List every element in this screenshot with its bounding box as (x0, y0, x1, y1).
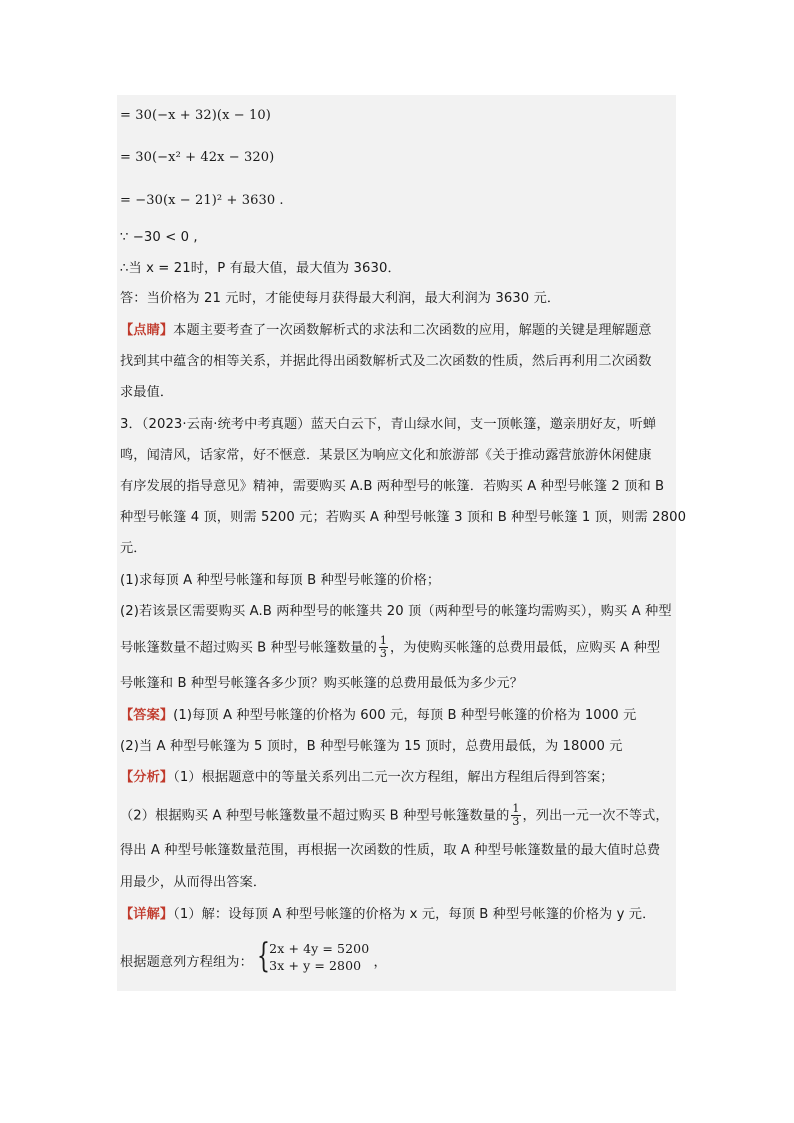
sub-question-2-line-2 (120, 635, 660, 660)
system-label: 根据题意列方程组为： (120, 955, 253, 970)
equation-line-1: = 30(−x + 32)(x − 10) (120, 108, 271, 123)
fenxi-line-2 (120, 803, 669, 828)
question-3-line-5: 元． (120, 541, 147, 556)
fenxi-tag: 【分析】 (120, 770, 174, 785)
question-3-line-3: 有序发展的指导意见》精神，需要购买 A.B 两种型号的帐篷．若购买 A 种型号帐篷 2 顶和 B (120, 479, 665, 494)
fraction-one-third-analysis (511, 803, 520, 828)
dianjing-line-1 (120, 321, 652, 341)
dianjing-text-1: 本题主要考查了一次函数解析式的求法和二次函数的应用，解题的关键是理解题意 (173, 323, 652, 338)
question-3-line-4: 种型号帐篷 4 顶，则需 5200 元；若购买 A 种型号帐篷 3 顶和 B 种型号帐篷 1 顶，则需 2800 (120, 510, 687, 525)
dianjing-line-3: 求最值． (120, 385, 174, 400)
fenxi-line-4: 用最少，从而得出答案． (120, 875, 267, 890)
xiangjie-line-1 (120, 905, 655, 925)
fenxi-line-1 (120, 768, 614, 788)
answer-line: 答：当价格为 21 元时，才能使每月获得最大利润，最大利润为 3630 元． (120, 291, 561, 306)
xiangjie-tag: 【详解】 (120, 907, 174, 922)
fraction-numerator: 1 (512, 802, 520, 815)
equation-line-2: = 30(−x² + 42x − 320) (120, 150, 275, 165)
sub-question-2-text-a: 号帐篷数量不超过购买 B 种型号帐篷数量的 (120, 640, 377, 656)
dianjing-tag: 【点睛】 (120, 323, 174, 338)
fenxi-line-3: 得出 A 种型号帐篷数量范围，再根据一次函数的性质，取 A 种型号帐篷数量的最大值时总费 (120, 843, 661, 858)
equation-system-line (120, 936, 387, 984)
fraction-numerator: 1 (379, 634, 388, 647)
fraction-denominator: 3 (512, 815, 520, 828)
xiangjie-text-1: （1）解：设每顶 A 种型号帐篷的价格为 x 元，每顶 B 种型号帐篷的价格为 y 元． (173, 907, 656, 922)
sub-question-1: (1)求每顶 A 种型号帐篷和每顶 B 种型号帐篷的价格； (120, 573, 441, 588)
sub-question-2-text-b: ，为使购买帐篷的总费用最低，应购买 A 种型 (390, 640, 661, 656)
daan-text-1: (1)每顶 A 种型号帐篷的价格为 600 元，每顶 B 种型号帐篷的价格为 1000 元 (173, 708, 637, 723)
equation-system (257, 936, 370, 984)
fenxi-text-2b: ，列出一元一次不等式， (522, 808, 669, 824)
sub-question-2-line-3: 号帐篷和 B 种型号帐篷各多少顶？购买帐篷的总费用最低为多少元？ (120, 676, 524, 691)
since-line: ∵ −30 < 0 , (120, 230, 198, 245)
sub-question-2-line-1: (2)若该景区需要购买 A.B 两种型号的帐篷共 20 顶（两种型号的帐篷均需购买），购买 A 种型 (120, 604, 672, 619)
daan-line-2: (2)当 A 种型号帐篷为 5 顶时，B 种型号帐篷为 15 顶时，总费用最低，为 18000 元 (120, 739, 623, 754)
dianjing-line-2: 找到其中蕴含的相等关系，并据此得出函数解析式及二次函数的性质，然后再利用二次函数 (120, 354, 652, 369)
system-equation-1: 2x + 4y = 5200 (269, 941, 370, 956)
system-equation-2: 3x + y = 2800 (269, 958, 362, 973)
fenxi-text-2a: （2）根据购买 A 种型号帐篷数量不超过购买 B 种型号帐篷数量的 (120, 808, 510, 824)
daan-line-1 (120, 706, 636, 726)
left-brace-icon: { (257, 936, 271, 976)
fraction-denominator: 3 (379, 647, 388, 660)
therefore-line: ∴当 x = 21时，P 有最大值，最大值为 3630． (120, 261, 401, 276)
fenxi-text-1: （1）根据题意中的等量关系列出二元一次方程组，解出方程组后得到答案； (173, 770, 614, 785)
system-tail: ， (373, 955, 387, 970)
equation-line-3: = −30(x − 21)² + 3630 . (120, 193, 284, 208)
daan-tag: 【答案】 (120, 708, 174, 723)
question-3-line-2: 鸣，闻清风，话家常，好不惬意．某景区为响应文化和旅游部《关于推动露营旅游休闲健康 (120, 448, 652, 463)
fraction-one-third (379, 635, 388, 660)
question-3-line-1: 3．（2023·云南·统考中考真题）蓝天白云下，青山绿水间，支一顶帐篷，邀亲朋好友，听蝉 (120, 417, 657, 432)
